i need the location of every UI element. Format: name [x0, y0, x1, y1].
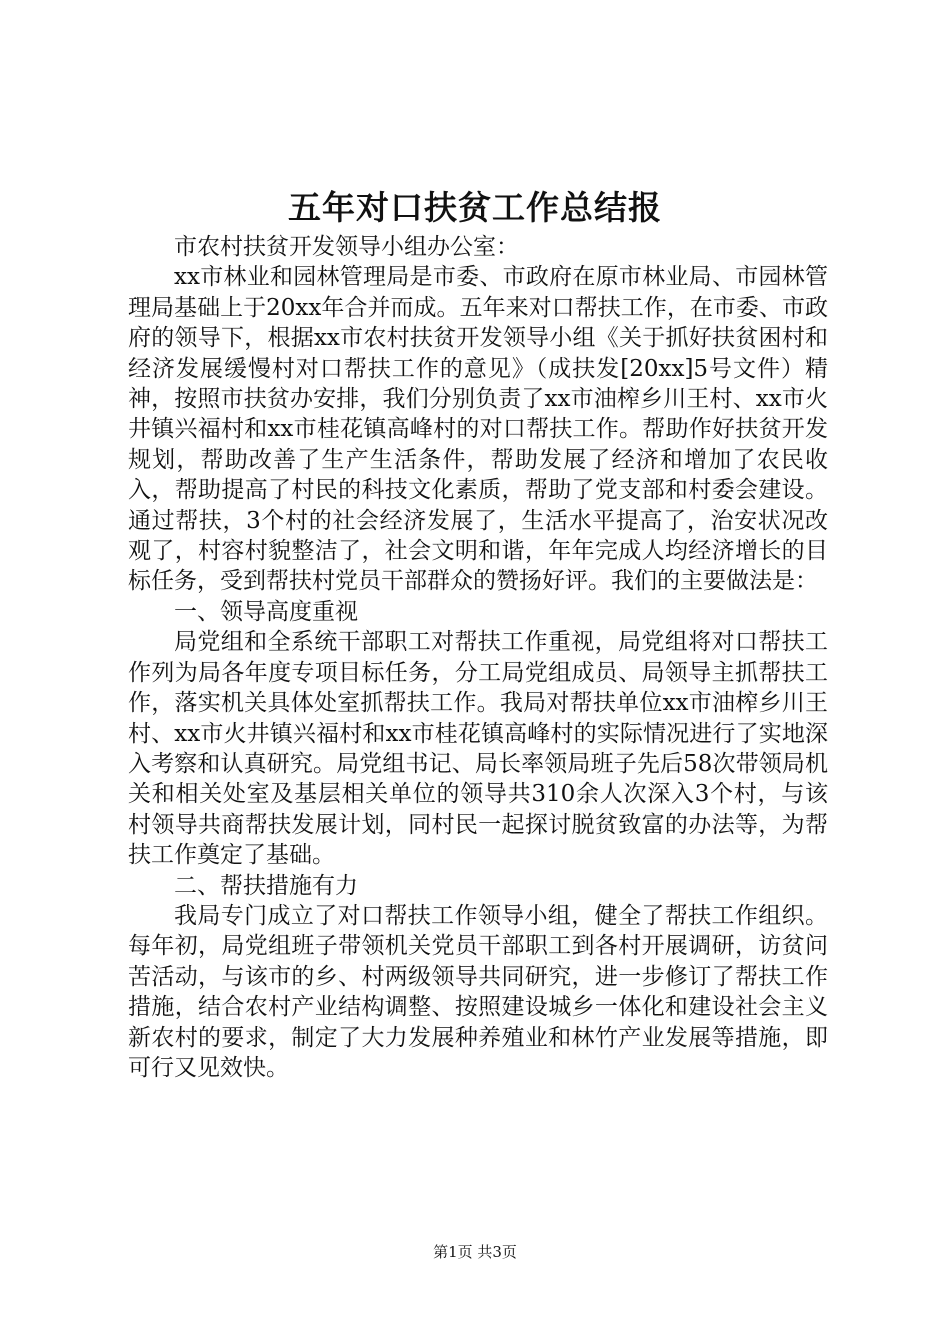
paragraph-salutation: 市农村扶贫开发领导小组办公室：: [174, 234, 519, 260]
paragraph-section-1: 局党组和全系统干部职工对帮扶工作重视，局党组将对口帮扶工作列为局各年度专项目标任务，分工局党组成员、局领导主抓帮扶工作，落实机关具体处室抓帮扶工作。我局对帮扶单位xx市油榨乡川王村、xx市火井镇兴福村和xx市桂花镇高峰村的实际情况进行了实地深入考察和认真研究。局党组书记、局长率领局班子先后58次带领局机关和相关处室及基层相关单位的领导共310余人次深入3个村，与该村领导共商帮扶发展计划，同村民一起探讨脱贫致富的办法等，为帮扶工作奠定了基础。: [128, 629, 828, 869]
section-heading-2: 二、帮扶措施有力: [174, 872, 358, 899]
section-heading-1: 一、领导高度重视: [174, 598, 358, 625]
document-body: [128, 232, 828, 1083]
paragraph-intro: xx市林业和园林管理局是市委、市政府在原市林业局、市园林管理局基础上于20xx年合并而成。五年来对口帮扶工作，在市委、市政府的领导下，根据xx市农村扶贫开发领导小组《关于抓好扶贫困村和经济发展缓慢村对口帮扶工作的意见》（成扶发[20xx]5号文件）精神，按照市扶贫办安排，我们分别负责了xx市油榨乡川王村、xx市火井镇兴福村和xx市桂花镇高峰村的对口帮扶工作。帮助作好扶贫开发规划，帮助改善了生产生活条件，帮助发展了经济和增加了农民收入，帮助提高了村民的科技文化素质，帮助了党支部和村委会建设。通过帮扶，3个村的社会经济发展了，生活水平提高了，治安状况改观了，村容村貌整洁了，社会文明和谐，年年完成人均经济增长的目标任务，受到帮扶村党员干部群众的赞扬好评。我们的主要做法是：: [128, 264, 828, 595]
page-footer: 第1页 共3页: [433, 1243, 517, 1261]
document-title: 五年对口扶贫工作总结报: [288, 188, 662, 227]
paragraph-section-2: 我局专门成立了对口帮扶工作领导小组，健全了帮扶工作组织。每年初，局党组班子带领机关党员干部职工到各村开展调研，访贫问苦活动，与该市的乡、村两级领导共同研究，进一步修订了帮扶工作措施，结合农村产业结构调整、按照建设城乡一体化和建设社会主义新农村的要求，制定了大力发展种养殖业和林竹产业发展等措施，即可行又见效快。: [128, 902, 828, 1081]
